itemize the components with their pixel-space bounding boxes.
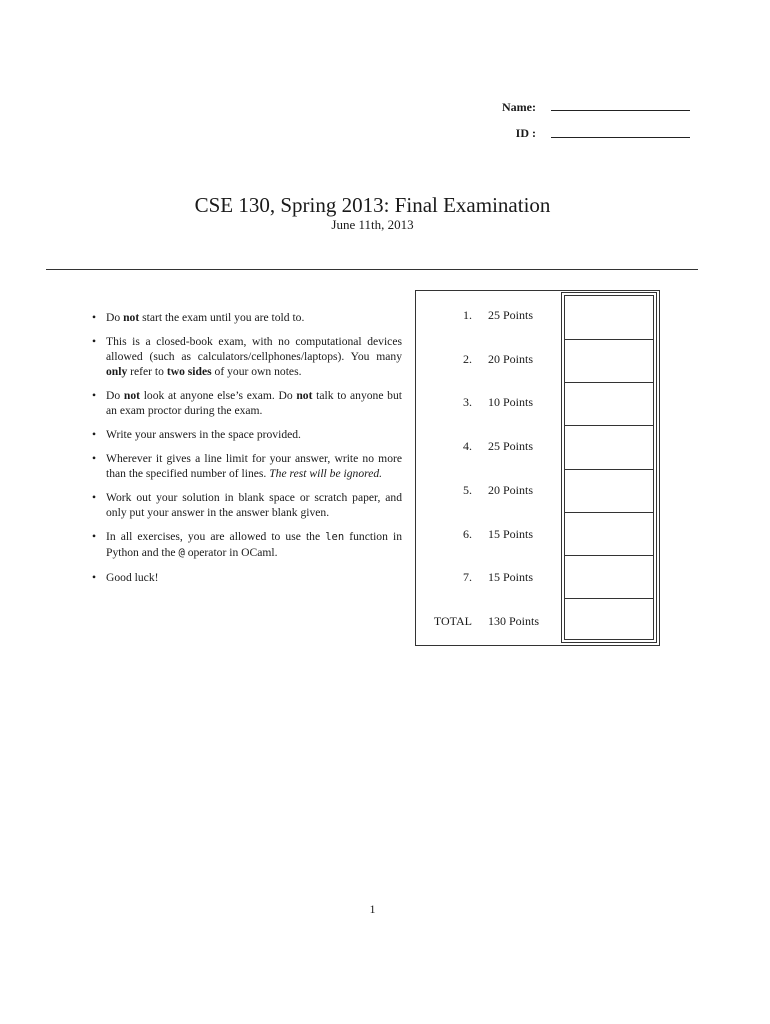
score-points: 15 Points	[488, 526, 534, 541]
score-question-number: 4.	[463, 439, 472, 454]
score-points: 10 Points	[488, 395, 534, 410]
instruction-text: Work out your solution in blank space or scratch paper, and only put your answer in the answer blank given.	[106, 491, 402, 519]
instruction-item	[90, 529, 402, 561]
score-points: 15 Points	[488, 570, 534, 585]
bullet-icon: •	[92, 311, 97, 324]
instruction-item	[90, 451, 402, 481]
score-question-number: 3.	[463, 395, 472, 410]
name-blank-line[interactable]	[551, 110, 690, 111]
score-points: 20 Points	[488, 482, 534, 497]
id-label: ID :	[515, 126, 536, 140]
score-blank-column	[561, 292, 657, 643]
instruction-item	[90, 388, 402, 418]
bullet-icon: •	[92, 491, 97, 504]
bullet-icon: •	[92, 428, 97, 441]
instruction-item	[90, 310, 402, 325]
name-label: Name:	[502, 100, 536, 114]
instruction-text: Do not start the exam until you are told to.	[106, 311, 305, 324]
score-points: 130 Points	[488, 613, 540, 628]
instruction-text: Do not look at anyone else’s exam. Do not talk to anyone but an exam proctor during the exam.	[106, 389, 402, 417]
instructions-list	[90, 310, 402, 594]
score-points: 25 Points	[488, 308, 534, 322]
score-cell-divider	[565, 555, 653, 556]
score-question-number: 2.	[463, 351, 472, 366]
instruction-text: This is a closed-book exam, with no computational devices allowed (such as calculators/cellphones/laptops). You many only refer to two sides of your own notes.	[106, 335, 402, 378]
score-question-number: 5.	[463, 482, 472, 497]
score-cell-divider	[565, 425, 653, 426]
instruction-item	[90, 570, 402, 585]
bullet-icon: •	[92, 452, 97, 465]
exam-date: June 11th, 2013	[331, 217, 414, 232]
bullet-icon: •	[92, 335, 97, 348]
score-cell-divider	[565, 512, 653, 513]
bullet-icon: •	[92, 530, 97, 543]
score-question-number: 6.	[463, 526, 472, 541]
score-cell-divider	[565, 339, 653, 340]
score-cell-divider	[565, 469, 653, 470]
instruction-item	[90, 427, 402, 442]
id-blank-line[interactable]	[551, 137, 690, 138]
score-question-number: TOTAL	[433, 613, 472, 628]
score-points: 25 Points	[488, 439, 534, 454]
score-cell-divider	[565, 382, 653, 383]
exam-title: CSE 130, Spring 2013: Final Examination	[194, 193, 551, 217]
instruction-text: Write your answers in the space provided.	[106, 428, 301, 441]
instruction-text: Wherever it gives a line limit for your answer, write no more than the specified number of lines. The rest will be ignored.	[106, 452, 402, 480]
score-points: 20 Points	[488, 351, 534, 366]
score-cell-divider	[565, 598, 653, 599]
bullet-icon: •	[92, 389, 97, 402]
score-question-number: 1.	[463, 308, 472, 322]
instruction-item	[90, 490, 402, 520]
instruction-text: Good luck!	[106, 571, 159, 584]
horizontal-rule	[46, 269, 698, 270]
bullet-icon: •	[92, 571, 97, 584]
score-question-number: 7.	[463, 570, 472, 585]
instruction-text: In all exercises, you are allowed to use the len function in Python and the @ operator in OCaml.	[106, 530, 402, 559]
instruction-item	[90, 334, 402, 379]
page-number: 1	[369, 902, 376, 916]
